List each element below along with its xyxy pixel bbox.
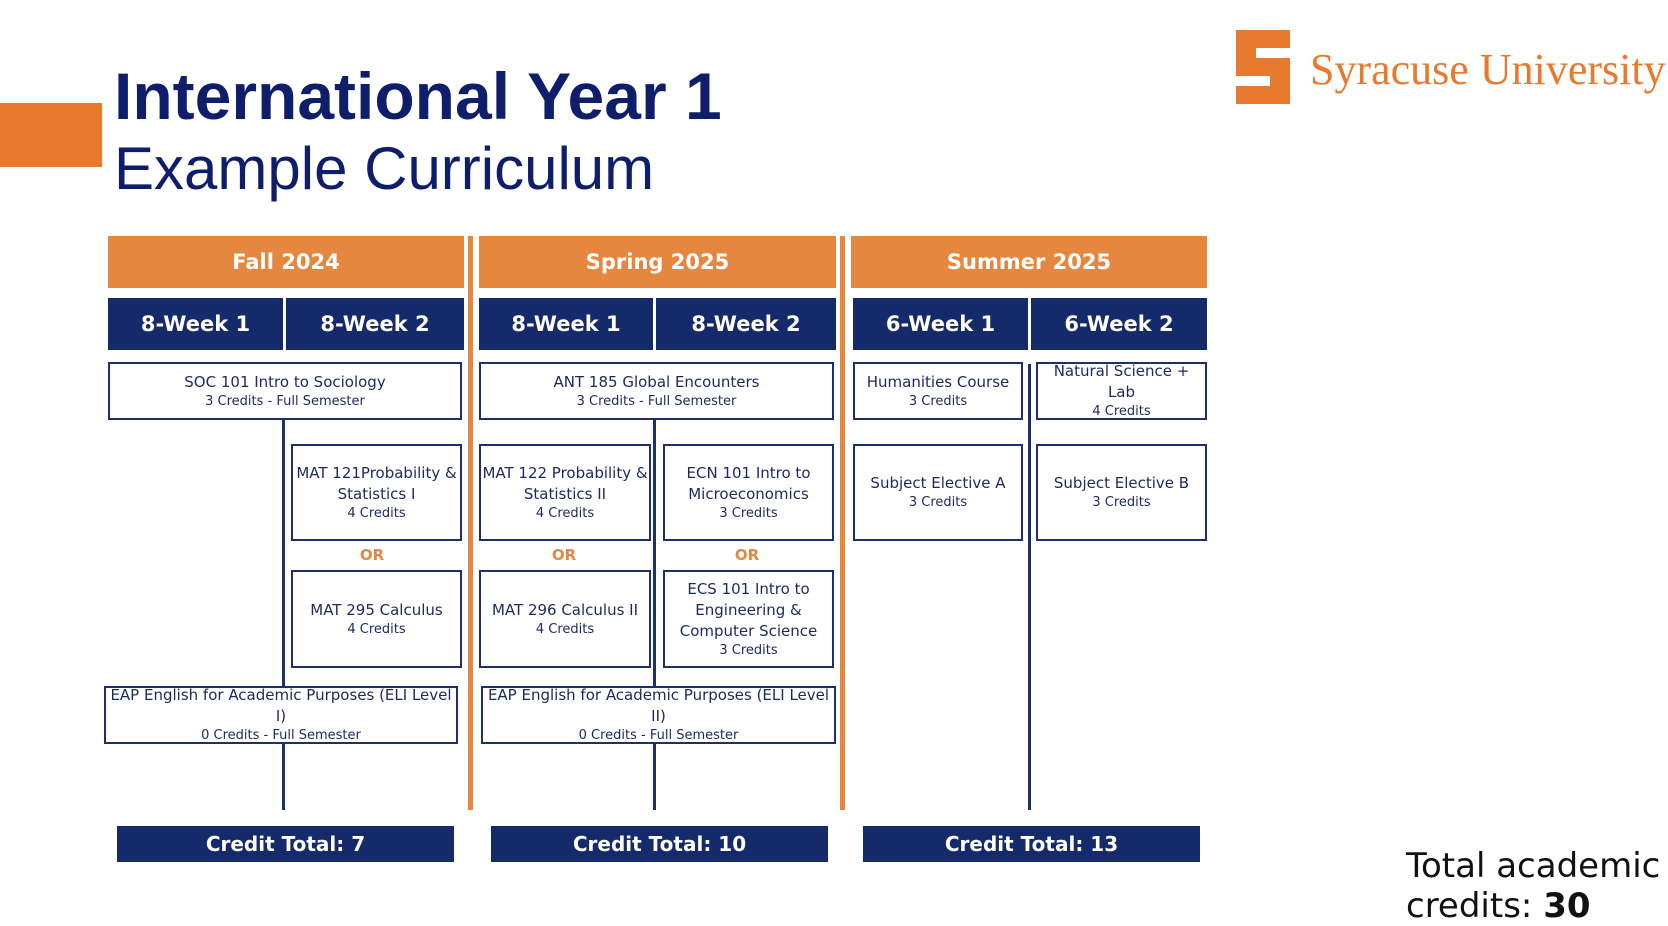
semester-header-fall: Fall 2024 [108,236,464,288]
course-credits: 4 Credits [347,621,406,637]
course-ant185 [479,362,834,420]
course-name-line3: Computer Science [679,621,818,640]
week-header-spring-2: 8-Week 2 [656,298,836,350]
course-name-line1: MAT 122 Probability & [482,463,648,482]
course-name-line1: ECN 101 Intro to [686,463,811,482]
credit-total-fall: Credit Total: 7 [117,826,454,862]
course-name: Subject Elective B [1053,474,1190,492]
course-name: EAP English for Academic Purposes (ELI Level I) [110,686,452,725]
course-credits: 4 Credits [1092,404,1151,419]
week-header-spring-1: 8-Week 1 [479,298,653,350]
course-mat121 [291,444,462,541]
course-eap-spring [481,686,836,744]
course-credits: 0 Credits - Full Semester [201,728,361,743]
semester-header-spring: Spring 2025 [479,236,836,288]
course-name-line2: Statistics I [337,484,416,503]
course-credits: 4 Credits [535,621,595,637]
course-name-line2: Engineering & [695,600,802,619]
credit-total-spring: Credit Total: 10 [491,826,828,862]
course-name: MAT 295 Calculus [310,600,443,619]
course-elective-a [853,444,1023,541]
week-header-fall-2: 8-Week 2 [286,298,464,350]
course-name: MAT 296 Calculus II [491,600,639,619]
course-name-line2: Microeconomics [688,484,809,503]
course-credits: 4 Credits [347,505,406,521]
total-credits-summary [1406,846,1660,926]
fall-week-divider [282,418,285,810]
page-subtitle: Example Curriculum [114,135,655,202]
course-name: Subject Elective A [870,474,1006,492]
course-mat296 [479,570,651,668]
course-credits: 3 Credits [908,393,968,409]
course-elective-b [1036,444,1207,541]
course-credits: 3 Credits [719,642,778,658]
course-name-line1: ECS 101 Intro to [687,579,810,598]
summary-line2 [1406,886,1660,926]
course-name: Humanities Course [866,372,1010,391]
or-label-spring-2: OR [734,546,760,564]
course-natural-science [1036,362,1207,420]
university-name: Syracuse University [1310,45,1666,94]
course-name-line1: MAT 121Probability & [296,463,457,482]
course-eap-fall [104,686,458,744]
summer-week-divider [1028,364,1031,810]
summary-line1: Total academic [1406,846,1661,886]
accent-bar [0,103,102,167]
semester-divider-1 [468,236,473,810]
week-header-fall-1: 8-Week 1 [108,298,283,350]
credit-total-summer: Credit Total: 13 [863,826,1200,862]
page-title: International Year 1 [114,59,722,133]
course-soc101 [108,362,462,420]
course-credits: 0 Credits - Full Semester [578,728,739,743]
course-humanities [853,362,1023,420]
university-logo-icon [1232,26,1294,108]
course-credits: 4 Credits [535,505,595,521]
or-label-spring-1: OR [551,546,577,564]
course-mat295 [291,570,462,668]
or-label-fall: OR [359,546,385,564]
course-name: ANT 185 Global Encounters [553,372,760,391]
course-name: EAP English for Academic Purposes (ELI Level II) [487,686,830,725]
course-ecs101 [663,570,834,668]
summary-total-value: 30 [1543,886,1591,926]
semester-divider-2 [840,236,845,810]
course-credits: 3 Credits - Full Semester [576,393,737,409]
week-header-summer-1: 6-Week 1 [853,298,1028,350]
course-name: SOC 101 Intro to Sociology [184,372,386,391]
course-credits: 3 Credits - Full Semester [205,393,365,409]
course-ecn101 [663,444,834,541]
course-credits: 3 Credits [908,495,968,510]
course-mat122 [479,444,651,541]
spring-week-divider [653,418,656,810]
week-header-summer-2: 6-Week 2 [1031,298,1207,350]
summary-prefix: credits: [1406,886,1544,926]
course-credits: 3 Credits [719,505,778,521]
course-name: Natural Science + Lab [1053,362,1190,401]
semester-header-summer: Summer 2025 [851,236,1207,288]
course-name-line2: Statistics II [523,484,607,503]
course-credits: 3 Credits [1092,495,1151,510]
